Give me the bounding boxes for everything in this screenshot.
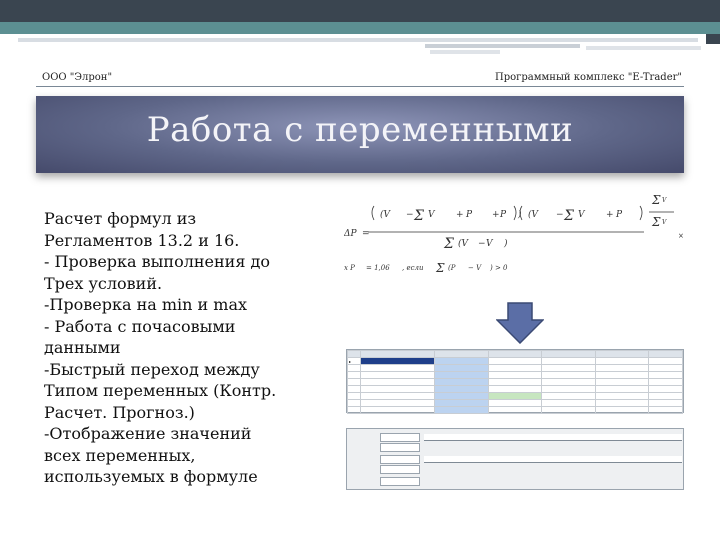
description-text — [44, 208, 302, 488]
svg-text:): ) — [518, 210, 522, 220]
svg-text:+: + — [492, 210, 500, 220]
svg-text:−: − — [478, 239, 486, 249]
svg-text:= 1,06: = 1,06 — [366, 264, 390, 272]
text-line: используемых в формуле — [44, 467, 258, 486]
form-row — [350, 465, 682, 473]
svg-text:) > 0: ) > 0 — [490, 264, 508, 272]
header-divider — [36, 86, 684, 87]
text-line: Расчет. Прогноз.) — [44, 402, 195, 422]
svg-text:=: = — [362, 229, 370, 239]
text-line: всех переменных, — [44, 445, 196, 465]
svg-text:Σ: Σ — [564, 208, 574, 224]
svg-text:(V: (V — [380, 210, 391, 220]
svg-text:−: − — [556, 210, 564, 220]
svg-text:Σ: Σ — [652, 215, 661, 229]
form-row — [350, 443, 682, 451]
svg-text:×: × — [678, 232, 684, 240]
text-line: данными — [44, 338, 121, 357]
text-line: -Отображение значений — [44, 424, 252, 443]
svg-text:): ) — [504, 239, 508, 249]
svg-text:(V: (V — [458, 239, 469, 249]
svg-text:P: P — [466, 210, 473, 220]
svg-text:+: + — [456, 210, 464, 220]
down-arrow-icon — [496, 302, 544, 348]
svg-text:− V: − V — [468, 264, 482, 272]
text-line: Регламентов 13.2 и 16. — [44, 230, 240, 250]
svg-text:V: V — [662, 197, 667, 204]
top-teal-band — [0, 22, 720, 34]
formula-image — [344, 182, 690, 282]
slide-title: Работа с переменными — [146, 110, 574, 150]
svg-text:−: − — [406, 210, 414, 220]
svg-text:V: V — [428, 210, 435, 220]
form-row — [350, 477, 682, 485]
decor-corner — [706, 34, 720, 44]
svg-text:(V: (V — [528, 210, 539, 220]
text-line: - Проверка выполнения до — [44, 252, 270, 271]
svg-text:V: V — [662, 219, 667, 226]
decor-stripe — [18, 38, 698, 42]
formula-form-screenshot — [346, 428, 684, 490]
svg-text:+: + — [606, 210, 614, 220]
svg-text:, если: , если — [402, 264, 424, 272]
text-line: Расчет формул из — [44, 209, 197, 228]
company-name: ООО "Элрон" — [42, 72, 113, 83]
top-dark-band — [0, 0, 720, 22]
svg-text:V: V — [578, 210, 585, 220]
text-line: -Проверка на min и max — [44, 295, 248, 314]
decor-stripe — [430, 50, 500, 54]
svg-text:Σ: Σ — [436, 261, 445, 275]
svg-text:ΔP: ΔP — [344, 229, 357, 239]
variables-table-screenshot: ▸ — [346, 349, 684, 413]
decor-stripe — [425, 44, 580, 48]
product-name: Программный комплекс "E-Trader" — [494, 72, 682, 83]
decor-stripe — [586, 46, 701, 50]
text-line: Трех условий. — [44, 273, 163, 293]
svg-text:V: V — [486, 239, 493, 249]
text-line: - Работа с почасовыми — [44, 316, 236, 336]
title-banner — [36, 96, 684, 173]
form-row — [350, 433, 682, 441]
svg-text:(P: (P — [448, 264, 456, 272]
svg-text:P: P — [616, 210, 623, 220]
svg-text:Σ: Σ — [444, 236, 454, 252]
svg-text:Σ: Σ — [652, 193, 661, 207]
svg-text:Σ: Σ — [414, 208, 424, 224]
text-line: -Быстрый переход между — [44, 359, 260, 379]
svg-text:x P: x P — [344, 264, 355, 272]
svg-text:P: P — [500, 210, 507, 220]
text-line: Типом переменных (Контр. — [44, 381, 277, 400]
form-row — [350, 455, 682, 463]
